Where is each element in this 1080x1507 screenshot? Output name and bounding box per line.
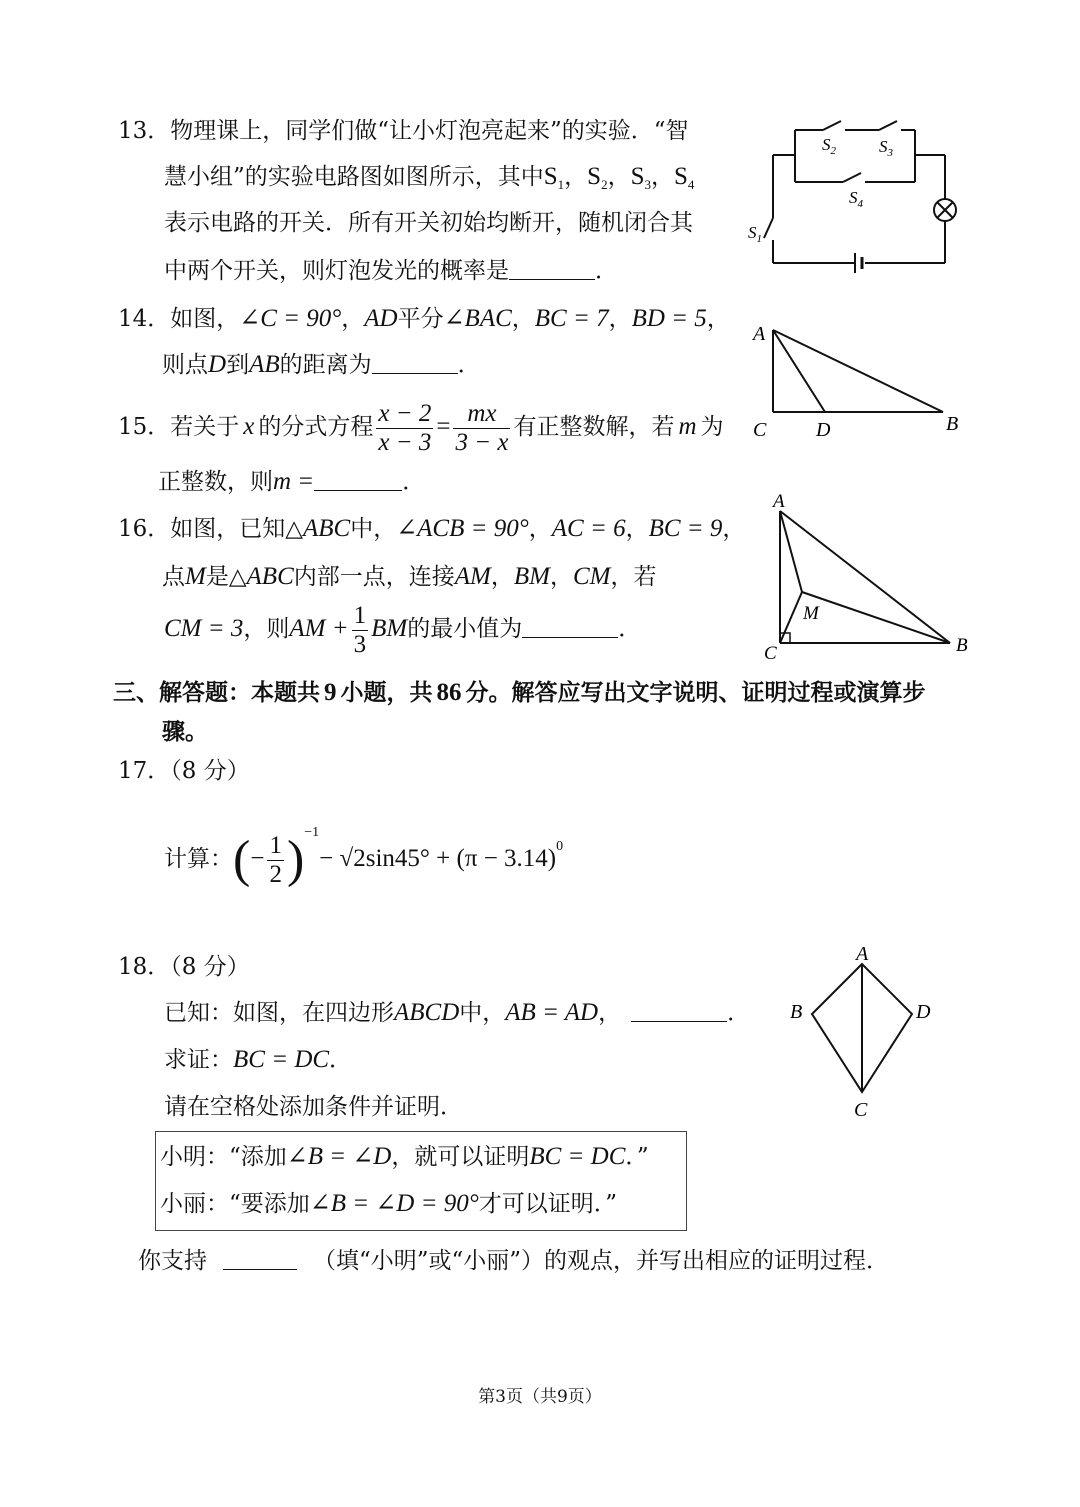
- question-number: 18．: [118, 954, 171, 980]
- answer-blank[interactable]: [372, 351, 458, 374]
- kite-diagram: [780, 942, 950, 1122]
- text: 求证：: [164, 1047, 233, 1073]
- math: AB: [249, 351, 280, 378]
- text: 到: [226, 352, 250, 378]
- text: 你支持: [138, 1248, 207, 1274]
- comma: ，: [625, 516, 649, 542]
- math: BC = 7: [534, 305, 609, 332]
- math: ABC: [246, 563, 294, 590]
- vertex-d-label: D: [916, 1001, 931, 1023]
- number: 86: [436, 679, 462, 706]
- condition-blank[interactable]: [631, 999, 727, 1022]
- vertex-a-label: A: [856, 943, 869, 965]
- period: ．: [457, 352, 481, 378]
- text: 小明：“添加: [160, 1144, 287, 1170]
- math: − √2sin45° + (π − 3.14): [319, 845, 557, 872]
- text: 中，: [459, 1000, 506, 1026]
- text: ．”: [625, 1144, 649, 1170]
- math: ∠BAC: [443, 305, 512, 332]
- comma: ，: [722, 516, 746, 542]
- question-number: 17．: [118, 758, 171, 784]
- comma: ，: [706, 306, 730, 332]
- page-footer: [0, 1382, 1080, 1407]
- denominator: x − 3: [378, 428, 432, 456]
- text: 则点: [162, 352, 208, 378]
- q13-line-4: [164, 256, 618, 286]
- text: 小丽：“要添加: [160, 1191, 310, 1217]
- math: M: [185, 563, 206, 590]
- answer-blank[interactable]: [314, 468, 402, 491]
- math: CM: [572, 563, 611, 590]
- math: AC = 6: [551, 515, 626, 542]
- q16-line-1: [118, 514, 745, 544]
- q18-line-1: [164, 998, 750, 1028]
- support-blank[interactable]: [223, 1247, 297, 1270]
- q18-line-3: [164, 1092, 463, 1122]
- fraction-2: [453, 400, 510, 457]
- math: m =: [273, 468, 315, 495]
- numerator: 1: [353, 601, 367, 629]
- left-paren: (: [233, 831, 251, 888]
- math: m: [678, 413, 697, 440]
- s4-symbol: $S_4$: [673, 163, 695, 192]
- score: （8 分）: [170, 954, 250, 980]
- text: 如图，: [170, 306, 240, 332]
- fraction-one-third: [352, 602, 369, 659]
- s2-symbol: $S_2$: [587, 163, 608, 192]
- text: 的分式方程: [258, 414, 374, 440]
- q13-line-1: [118, 116, 689, 146]
- math: ∠B = ∠D = 90°: [309, 1190, 479, 1217]
- text: ，就可以证明: [391, 1144, 530, 1170]
- text: 小题，共: [340, 679, 433, 706]
- q13-text-2: 慧小组”的实验电路图如图所示，其中: [164, 164, 544, 190]
- denominator: 3: [353, 630, 367, 658]
- text: 内部一点，连接: [293, 564, 455, 590]
- s1-symbol: $S_1$: [543, 163, 565, 192]
- text: ，若: [610, 564, 657, 590]
- answer-blank[interactable]: [522, 615, 618, 638]
- math: x: [243, 413, 255, 440]
- text: 若关于: [170, 414, 240, 440]
- math: BC = DC: [233, 1046, 330, 1073]
- denominator: 3 − x: [455, 428, 509, 456]
- question-number: 13．: [118, 118, 171, 144]
- math: ∠ACB = 90°: [396, 515, 529, 542]
- text: 的距离为: [279, 352, 372, 378]
- vertex-c-label: C: [753, 419, 767, 441]
- q13-line-2: 慧小组”的实验电路图如图所示，其中$S_1$，$S_2$，$S_3$，$S_4$: [164, 163, 695, 192]
- math: ABC: [302, 515, 351, 542]
- text: 正整数，则: [158, 469, 273, 495]
- text: 已知：如图，在四边形: [164, 1000, 394, 1026]
- vertex-b-label: B: [946, 413, 959, 435]
- q17-header: [118, 756, 250, 786]
- text: 才可以证明．”: [478, 1191, 617, 1217]
- question-number: 16．: [118, 516, 171, 542]
- math: BM: [371, 615, 408, 642]
- vertex-b-label: B: [956, 635, 968, 656]
- text: 中，: [350, 516, 397, 542]
- q18-line-2: [164, 1045, 352, 1075]
- comma: ，: [598, 1000, 622, 1026]
- period: ．: [618, 616, 642, 642]
- math: AM +: [289, 615, 349, 642]
- numerator: 1: [269, 831, 282, 859]
- vertex-a-label: A: [773, 491, 785, 512]
- number: 9: [324, 679, 337, 706]
- math: AB = AD: [505, 999, 599, 1026]
- math: BC = DC: [529, 1143, 626, 1170]
- comma: ，: [511, 306, 535, 332]
- math: AM: [454, 563, 491, 590]
- s1-label: $S_1$: [748, 223, 762, 245]
- text: 是△: [205, 564, 247, 590]
- q14-line-2: [162, 350, 481, 380]
- q14-line-1: [118, 304, 730, 334]
- numerator: x − 2: [378, 399, 432, 427]
- math: ∠C = 90°: [239, 305, 342, 332]
- q15-line-2: [158, 467, 425, 497]
- text: 点: [162, 564, 185, 590]
- s2-label: $S_2$: [822, 135, 836, 157]
- comma: ，: [341, 306, 365, 332]
- q16-line-3: [164, 600, 641, 659]
- text: 如图，已知△: [170, 516, 303, 542]
- exponent: −1: [304, 825, 320, 840]
- denominator: 2: [269, 860, 282, 888]
- vertex-d-label: D: [816, 419, 831, 441]
- xiaoming-statement: [160, 1142, 649, 1172]
- section-3-heading: [113, 678, 926, 708]
- text: ，则: [243, 616, 290, 642]
- text: 有正整数解，若: [513, 414, 675, 440]
- period: ．: [727, 1000, 751, 1026]
- text: 骤。: [162, 718, 208, 745]
- comma: ，: [608, 306, 632, 332]
- comma: ，: [490, 564, 514, 590]
- s3-label: $S_3$: [879, 137, 893, 159]
- q16-line-2: [162, 562, 656, 592]
- math: BC = 9: [648, 515, 723, 542]
- period: ．: [402, 469, 426, 495]
- section-3-heading-cont: [162, 717, 208, 747]
- math: BM: [513, 563, 550, 590]
- circuit-diagram: [745, 110, 970, 280]
- text: 平分: [397, 306, 444, 332]
- period: ．: [329, 1047, 353, 1073]
- s4-label: $S_4$: [849, 188, 863, 210]
- vertex-b-label: B: [790, 1001, 803, 1023]
- numerator: mx: [453, 400, 510, 429]
- vertex-a-label: A: [753, 323, 766, 345]
- q17-expression: [164, 800, 563, 893]
- text: 的最小值为: [407, 616, 523, 642]
- vertex-c-label: C: [764, 643, 777, 663]
- q13-text-1: 物理课上，同学们做“让小灯泡亮起来”的实验．“智: [170, 118, 689, 144]
- text: 分。解答应写出文字说明、证明过程或演算步: [465, 679, 926, 706]
- comma: ，: [528, 516, 552, 542]
- math: CM = 3: [164, 615, 244, 642]
- text: 为: [700, 414, 724, 440]
- fraction-one-half: [267, 832, 284, 889]
- q13-text-4: 中两个开关，则灯泡发光的概率是: [164, 258, 509, 284]
- equals: =: [436, 413, 451, 440]
- answer-blank[interactable]: [509, 257, 595, 280]
- s3-symbol: $S_3$: [630, 163, 651, 192]
- minus: −: [250, 845, 265, 872]
- math: D: [208, 351, 227, 378]
- q13-line-3: [164, 208, 693, 238]
- exponent: 0: [556, 839, 564, 854]
- score: （8 分）: [170, 758, 250, 784]
- math: AD: [364, 305, 398, 332]
- text: 计算：: [164, 846, 233, 872]
- question-number: 14．: [118, 306, 171, 332]
- xiaoli-statement: [160, 1189, 617, 1219]
- fraction-1: [376, 400, 433, 457]
- triangle-diagram-q16: [755, 488, 980, 663]
- math: ABCD: [394, 999, 460, 1026]
- question-number: 15．: [118, 414, 171, 440]
- text: （填“小明”或“小丽”）的观点，并写出相应的证明过程．: [313, 1248, 890, 1274]
- q15-line-1: [118, 398, 724, 457]
- right-paren: ): [286, 831, 305, 888]
- text: 请在空格处添加条件并证明．: [164, 1094, 463, 1120]
- period: ．: [595, 258, 618, 284]
- page-number: 第3页（共9页）: [478, 1387, 602, 1407]
- point-m-label: M: [803, 603, 819, 624]
- vertex-c-label: C: [854, 1099, 868, 1121]
- text: 三、解答题：本题共: [113, 679, 320, 706]
- q18-header: [118, 952, 250, 982]
- math: BD = 5: [631, 305, 707, 332]
- comma: ，: [549, 564, 573, 590]
- math: ∠B = ∠D: [286, 1143, 392, 1170]
- q18-line-4: [138, 1246, 889, 1276]
- q13-text-3: 表示电路的开关．所有开关初始均断开，随机闭合其: [164, 210, 693, 236]
- triangle-diagram-q14: [745, 318, 975, 443]
